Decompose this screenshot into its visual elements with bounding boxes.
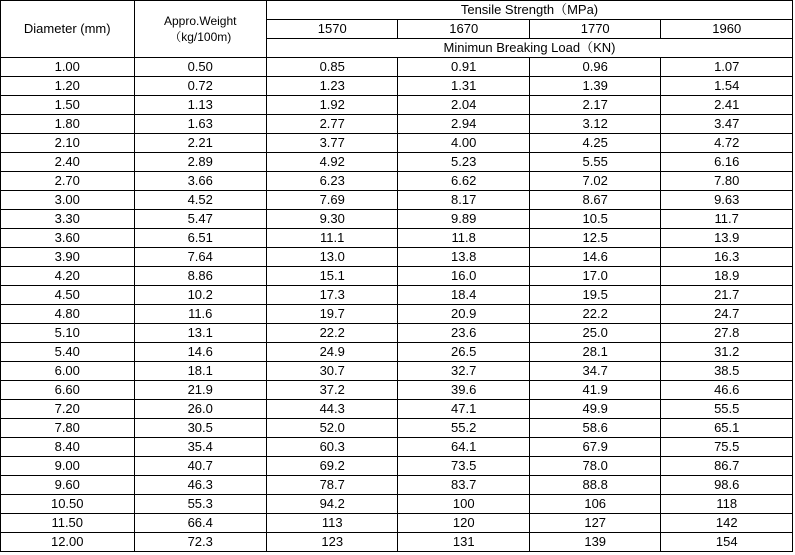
load-1570-cell: 78.7: [266, 476, 397, 495]
table-row: [1, 248, 793, 267]
weight-cell: 46.3: [134, 476, 266, 495]
diameter-cell: 4.20: [1, 267, 135, 286]
diameter-cell: 11.50: [1, 514, 135, 533]
load-1960-cell: 86.7: [661, 457, 793, 476]
weight-cell: 10.2: [134, 286, 266, 305]
load-1670-cell: 2.94: [398, 115, 529, 134]
load-1960-cell: 1.54: [661, 77, 793, 96]
load-1570-cell: 30.7: [266, 362, 397, 381]
load-1770-cell: 67.9: [529, 438, 660, 457]
diameter-cell: 2.10: [1, 134, 135, 153]
diameter-cell: 1.50: [1, 96, 135, 115]
weight-cell: 72.3: [134, 533, 266, 552]
diameter-cell: 1.00: [1, 58, 135, 77]
load-1570-cell: 11.1: [266, 229, 397, 248]
table-header: [1, 1, 793, 58]
weight-cell: 2.89: [134, 153, 266, 172]
load-1670-cell: 26.5: [398, 343, 529, 362]
load-1960-cell: 18.9: [661, 267, 793, 286]
load-1960-cell: 9.63: [661, 191, 793, 210]
weight-cell: 2.21: [134, 134, 266, 153]
load-1570-cell: 37.2: [266, 381, 397, 400]
diameter-cell: 3.00: [1, 191, 135, 210]
load-1670-cell: 13.8: [398, 248, 529, 267]
diameter-cell: 8.40: [1, 438, 135, 457]
load-1570-cell: 13.0: [266, 248, 397, 267]
table-row: [1, 77, 793, 96]
load-1670-cell: 16.0: [398, 267, 529, 286]
load-1770-cell: 58.6: [529, 419, 660, 438]
load-1960-cell: 21.7: [661, 286, 793, 305]
load-1670-cell: 9.89: [398, 210, 529, 229]
weight-cell: 26.0: [134, 400, 266, 419]
load-1770-cell: 12.5: [529, 229, 660, 248]
load-1770-cell: 8.67: [529, 191, 660, 210]
load-1570-cell: 0.85: [266, 58, 397, 77]
load-1670-cell: 32.7: [398, 362, 529, 381]
load-1770-cell: 3.12: [529, 115, 660, 134]
load-1670-cell: 73.5: [398, 457, 529, 476]
load-1960-cell: 3.47: [661, 115, 793, 134]
load-1770-cell: 25.0: [529, 324, 660, 343]
grade-header-1960: 1960: [661, 20, 793, 39]
load-1570-cell: 6.23: [266, 172, 397, 191]
load-1670-cell: 5.23: [398, 153, 529, 172]
weight-cell: 14.6: [134, 343, 266, 362]
load-1570-cell: 123: [266, 533, 397, 552]
table-row: [1, 457, 793, 476]
load-1570-cell: 1.23: [266, 77, 397, 96]
load-1770-cell: 22.2: [529, 305, 660, 324]
load-1960-cell: 46.6: [661, 381, 793, 400]
load-1670-cell: 2.04: [398, 96, 529, 115]
table-row: [1, 286, 793, 305]
load-1770-cell: 106: [529, 495, 660, 514]
table-row: [1, 153, 793, 172]
weight-cell: 18.1: [134, 362, 266, 381]
load-1960-cell: 6.16: [661, 153, 793, 172]
load-1770-cell: 127: [529, 514, 660, 533]
load-1570-cell: 4.92: [266, 153, 397, 172]
load-1570-cell: 44.3: [266, 400, 397, 419]
load-1770-cell: 1.39: [529, 77, 660, 96]
load-1770-cell: 19.5: [529, 286, 660, 305]
diameter-cell: 10.50: [1, 495, 135, 514]
diameter-cell: 4.50: [1, 286, 135, 305]
min-breaking-load-header: Minimun Breaking Load（KN): [266, 39, 792, 58]
load-1570-cell: 60.3: [266, 438, 397, 457]
weight-cell: 7.64: [134, 248, 266, 267]
load-1670-cell: 47.1: [398, 400, 529, 419]
diameter-cell: 5.40: [1, 343, 135, 362]
load-1570-cell: 19.7: [266, 305, 397, 324]
weight-cell: 11.6: [134, 305, 266, 324]
load-1570-cell: 113: [266, 514, 397, 533]
weight-cell: 13.1: [134, 324, 266, 343]
load-1670-cell: 11.8: [398, 229, 529, 248]
load-1960-cell: 75.5: [661, 438, 793, 457]
weight-cell: 1.13: [134, 96, 266, 115]
weight-cell: 66.4: [134, 514, 266, 533]
load-1960-cell: 16.3: [661, 248, 793, 267]
weight-cell: 40.7: [134, 457, 266, 476]
load-1670-cell: 0.91: [398, 58, 529, 77]
load-1770-cell: 14.6: [529, 248, 660, 267]
load-1960-cell: 142: [661, 514, 793, 533]
load-1570-cell: 1.92: [266, 96, 397, 115]
table-row: [1, 514, 793, 533]
weight-cell: 21.9: [134, 381, 266, 400]
weight-cell: 55.3: [134, 495, 266, 514]
load-1570-cell: 17.3: [266, 286, 397, 305]
load-1960-cell: 7.80: [661, 172, 793, 191]
load-1770-cell: 5.55: [529, 153, 660, 172]
weight-header-line1: Appro.Weight: [163, 14, 237, 28]
load-1960-cell: 118: [661, 495, 793, 514]
load-1670-cell: 55.2: [398, 419, 529, 438]
diameter-header: Diameter (mm): [1, 1, 135, 58]
load-1960-cell: 98.6: [661, 476, 793, 495]
grade-header-1570: 1570: [266, 20, 397, 39]
load-1770-cell: 0.96: [529, 58, 660, 77]
load-1770-cell: 4.25: [529, 134, 660, 153]
tensile-strength-header: Tensile Strength（MPa): [266, 1, 792, 20]
load-1670-cell: 131: [398, 533, 529, 552]
weight-cell: 8.86: [134, 267, 266, 286]
table-row: [1, 115, 793, 134]
load-1670-cell: 120: [398, 514, 529, 533]
load-1770-cell: 88.8: [529, 476, 660, 495]
load-1770-cell: 17.0: [529, 267, 660, 286]
load-1670-cell: 39.6: [398, 381, 529, 400]
diameter-cell: 1.80: [1, 115, 135, 134]
load-1770-cell: 7.02: [529, 172, 660, 191]
load-1770-cell: 28.1: [529, 343, 660, 362]
diameter-cell: 4.80: [1, 305, 135, 324]
diameter-cell: 1.20: [1, 77, 135, 96]
weight-cell: 30.5: [134, 419, 266, 438]
table-row: [1, 533, 793, 552]
load-1770-cell: 2.17: [529, 96, 660, 115]
weight-header-line2: （kg/100m): [169, 30, 232, 44]
load-1960-cell: 11.7: [661, 210, 793, 229]
diameter-cell: 7.80: [1, 419, 135, 438]
load-1670-cell: 83.7: [398, 476, 529, 495]
table-row: [1, 476, 793, 495]
load-1570-cell: 3.77: [266, 134, 397, 153]
table-row: [1, 229, 793, 248]
load-1960-cell: 13.9: [661, 229, 793, 248]
load-1960-cell: 154: [661, 533, 793, 552]
load-1670-cell: 23.6: [398, 324, 529, 343]
table-row: [1, 381, 793, 400]
diameter-cell: 6.00: [1, 362, 135, 381]
table-row: [1, 343, 793, 362]
load-1570-cell: 52.0: [266, 419, 397, 438]
diameter-cell: 6.60: [1, 381, 135, 400]
table-row: [1, 58, 793, 77]
load-1960-cell: 27.8: [661, 324, 793, 343]
load-1570-cell: 2.77: [266, 115, 397, 134]
load-1960-cell: 31.2: [661, 343, 793, 362]
load-1570-cell: 69.2: [266, 457, 397, 476]
diameter-cell: 9.60: [1, 476, 135, 495]
load-1960-cell: 4.72: [661, 134, 793, 153]
table-row: [1, 324, 793, 343]
diameter-cell: 12.00: [1, 533, 135, 552]
weight-cell: 4.52: [134, 191, 266, 210]
table-row: [1, 267, 793, 286]
weight-header: [134, 1, 266, 58]
load-1770-cell: 78.0: [529, 457, 660, 476]
weight-cell: 6.51: [134, 229, 266, 248]
diameter-cell: 3.30: [1, 210, 135, 229]
load-1670-cell: 8.17: [398, 191, 529, 210]
diameter-cell: 3.90: [1, 248, 135, 267]
weight-cell: 5.47: [134, 210, 266, 229]
load-1770-cell: 49.9: [529, 400, 660, 419]
load-1570-cell: 9.30: [266, 210, 397, 229]
diameter-cell: 5.10: [1, 324, 135, 343]
load-1570-cell: 94.2: [266, 495, 397, 514]
table-row: [1, 210, 793, 229]
load-1570-cell: 24.9: [266, 343, 397, 362]
diameter-cell: 2.40: [1, 153, 135, 172]
grade-header-1770: 1770: [529, 20, 660, 39]
load-1960-cell: 38.5: [661, 362, 793, 381]
load-1670-cell: 100: [398, 495, 529, 514]
table-row: [1, 438, 793, 457]
load-1570-cell: 15.1: [266, 267, 397, 286]
grade-header-1670: 1670: [398, 20, 529, 39]
table-row: [1, 419, 793, 438]
table-body: [1, 58, 793, 552]
diameter-cell: 7.20: [1, 400, 135, 419]
load-1770-cell: 139: [529, 533, 660, 552]
load-1670-cell: 4.00: [398, 134, 529, 153]
table-row: [1, 172, 793, 191]
load-1960-cell: 55.5: [661, 400, 793, 419]
load-1770-cell: 41.9: [529, 381, 660, 400]
load-1670-cell: 64.1: [398, 438, 529, 457]
diameter-cell: 9.00: [1, 457, 135, 476]
load-1570-cell: 22.2: [266, 324, 397, 343]
table-row: [1, 96, 793, 115]
load-1570-cell: 7.69: [266, 191, 397, 210]
table-row: [1, 362, 793, 381]
load-1670-cell: 6.62: [398, 172, 529, 191]
weight-cell: 1.63: [134, 115, 266, 134]
load-1960-cell: 65.1: [661, 419, 793, 438]
load-1960-cell: 24.7: [661, 305, 793, 324]
weight-cell: 0.50: [134, 58, 266, 77]
table-row: [1, 495, 793, 514]
load-1960-cell: 1.07: [661, 58, 793, 77]
table-row: [1, 400, 793, 419]
load-1960-cell: 2.41: [661, 96, 793, 115]
load-1670-cell: 18.4: [398, 286, 529, 305]
weight-cell: 35.4: [134, 438, 266, 457]
weight-cell: 3.66: [134, 172, 266, 191]
load-1670-cell: 20.9: [398, 305, 529, 324]
diameter-cell: 3.60: [1, 229, 135, 248]
weight-cell: 0.72: [134, 77, 266, 96]
table-row: [1, 191, 793, 210]
load-1770-cell: 10.5: [529, 210, 660, 229]
table-row: [1, 134, 793, 153]
load-1770-cell: 34.7: [529, 362, 660, 381]
diameter-cell: 2.70: [1, 172, 135, 191]
load-1670-cell: 1.31: [398, 77, 529, 96]
table-row: [1, 305, 793, 324]
